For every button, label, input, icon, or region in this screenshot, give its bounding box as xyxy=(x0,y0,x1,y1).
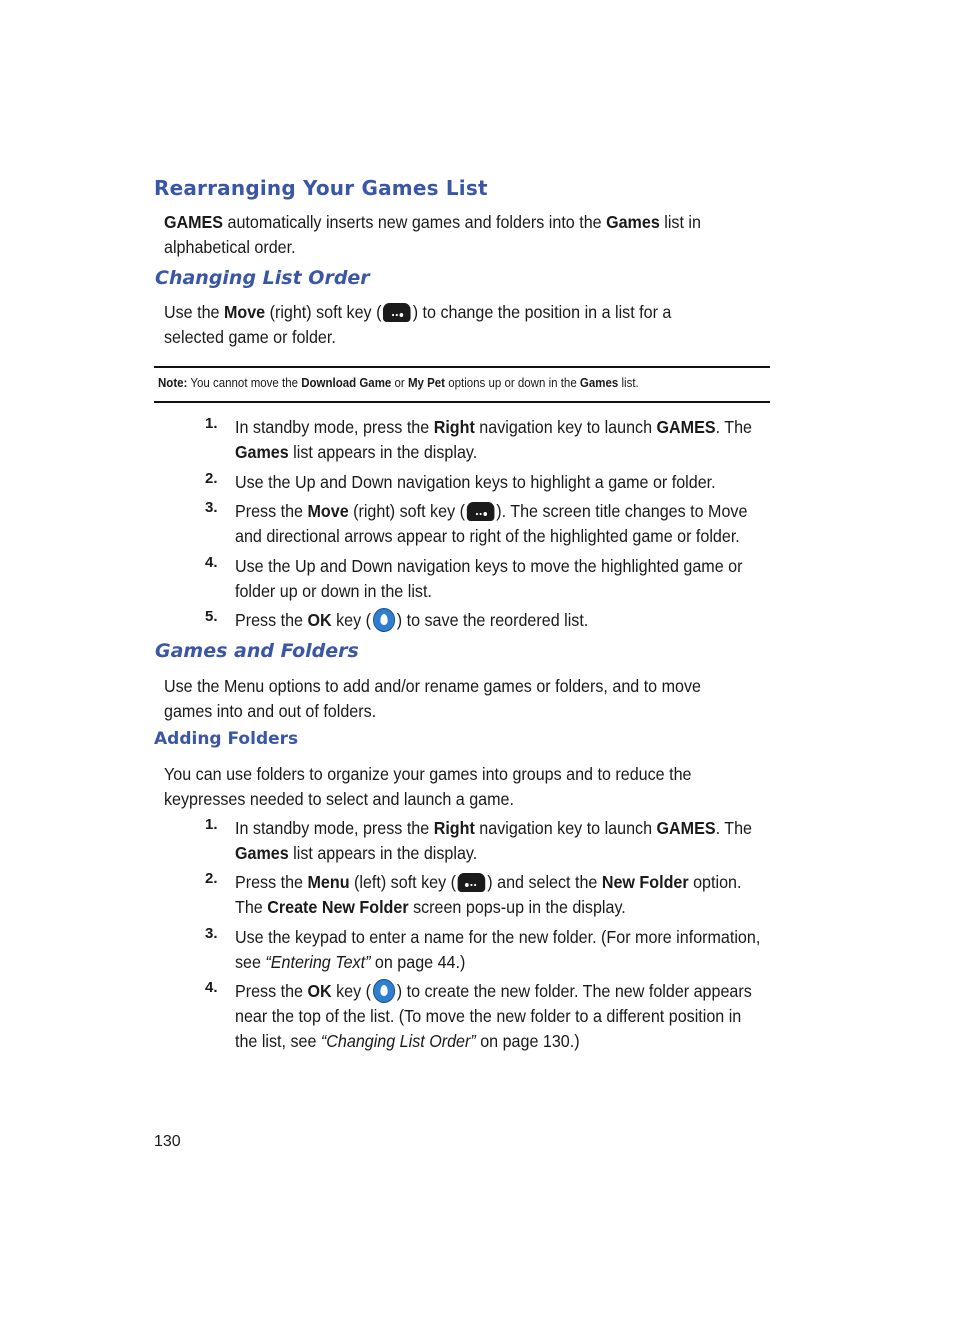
intro-paragraph: GAMES automatically inserts new games and folders into the Games list in alphabetical order. xyxy=(164,212,701,257)
adding-folders-paragraph: You can use folders to organize your games into groups and to reduce the keypresses needed to select and launch a game. xyxy=(164,764,692,809)
note: Note: You cannot move the Download Game or My Pet options up or down in the Games list. xyxy=(158,376,639,390)
section-title: Rearranging Your Games List xyxy=(154,176,488,200)
left-soft-key-icon xyxy=(458,873,486,892)
note-top-rule xyxy=(154,366,770,368)
right-soft-key-icon xyxy=(467,502,495,521)
note-bottom-rule xyxy=(154,401,770,403)
changing-list-paragraph: Use the Move (right) soft key ( ) to change the position in a list for a selected game or folder. xyxy=(164,302,672,347)
subsection-title-games-and-folders: Games and Folders xyxy=(155,640,359,662)
right-soft-key-icon xyxy=(383,303,411,322)
ok-key-icon xyxy=(373,979,395,1003)
subsection-title-changing-list-order: Changing List Order xyxy=(155,267,370,289)
subsection-title-adding-folders: Adding Folders xyxy=(154,729,299,749)
ok-key-icon xyxy=(373,608,395,632)
games-folders-paragraph: Use the Menu options to add and/or rename games or folders, and to move games into and out of folders. xyxy=(164,676,701,721)
page-number: 130 xyxy=(154,1133,181,1150)
